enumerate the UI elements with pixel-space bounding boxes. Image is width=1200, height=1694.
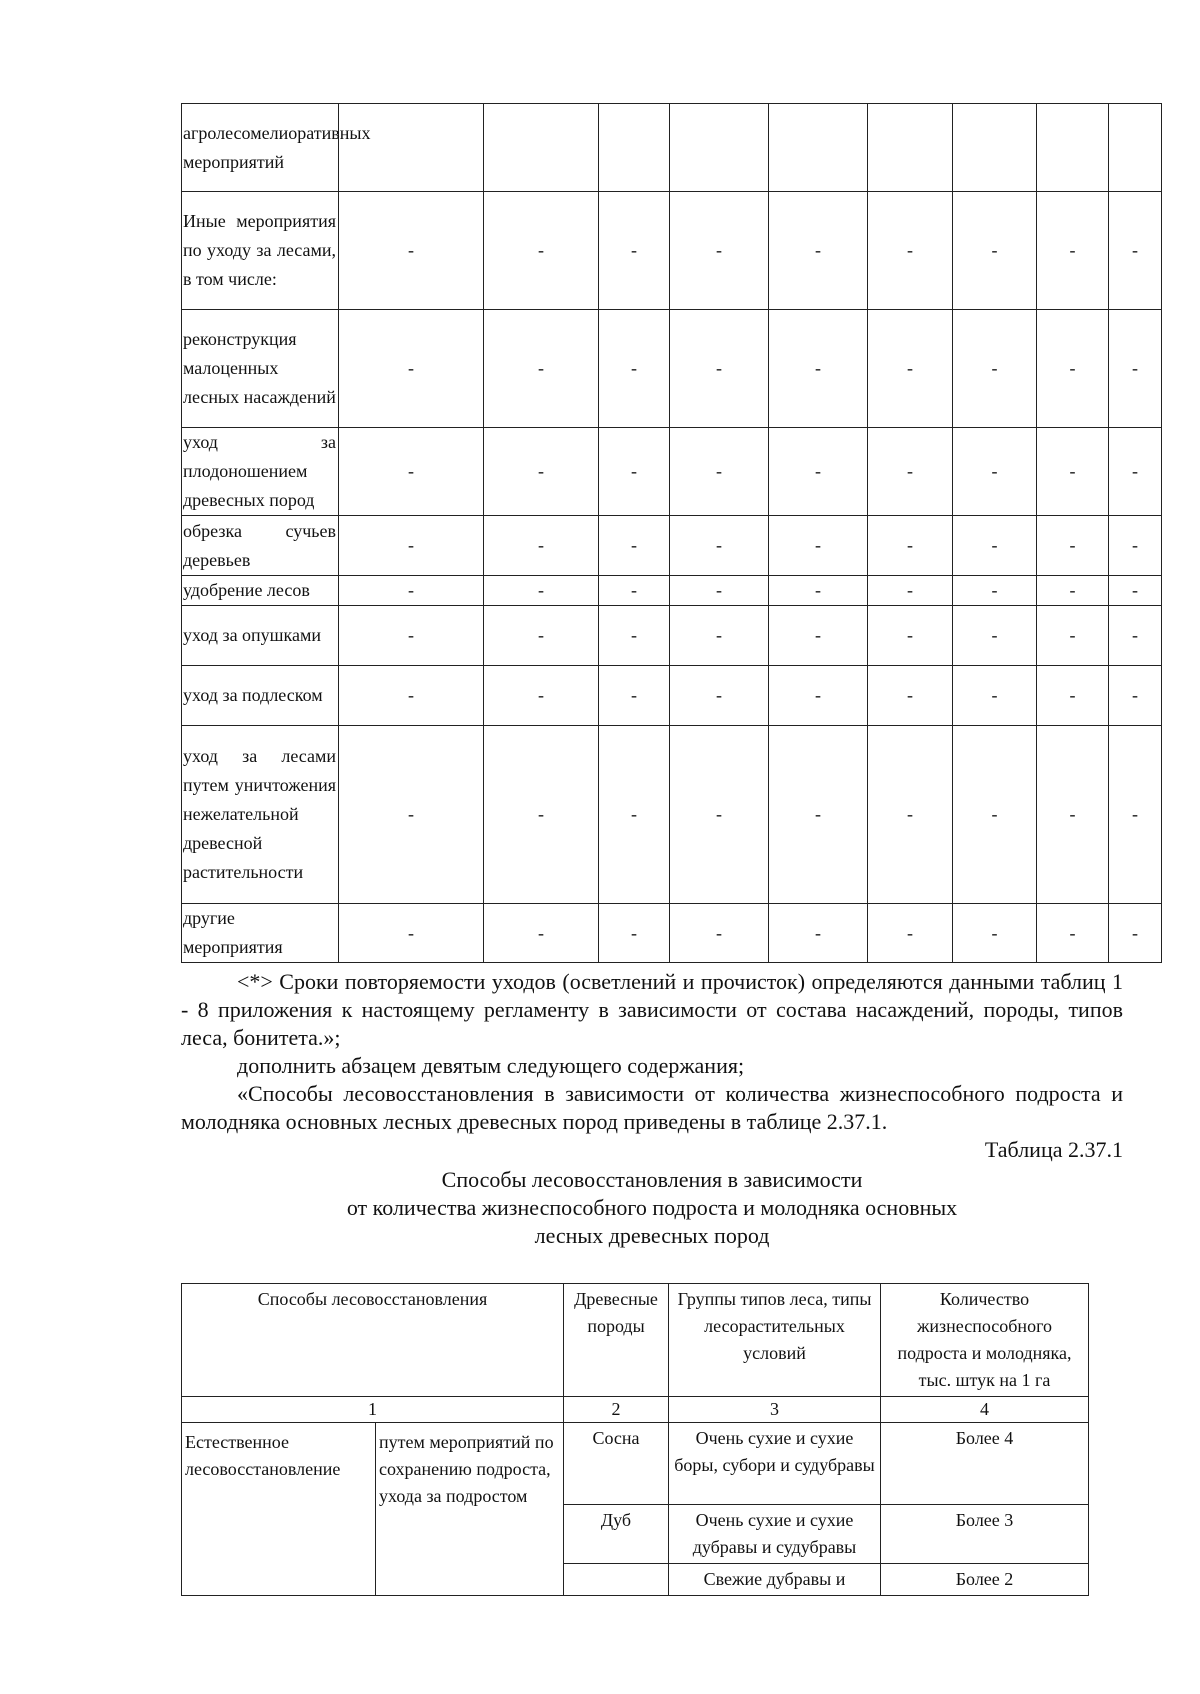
value-cell: - <box>1109 606 1162 666</box>
col-number-4: 4 <box>881 1397 1089 1423</box>
header-forest-types: Группы типов леса, типы лесорастительных условий <box>669 1284 881 1397</box>
value-cell: - <box>339 666 484 726</box>
value-cell: - <box>1037 428 1109 516</box>
table-row <box>182 192 1162 310</box>
value-cell: - <box>599 666 670 726</box>
value-cell: - <box>339 516 484 576</box>
value-cell: - <box>868 606 953 666</box>
footnote-paragraph: <*> Сроки повторяемости уходов (осветлений и прочисток) определяются данными таблиц 1 - 8 приложения к настоящему регламенту в зависимости от состава насаждений, породы, типов леса, бонитета.»; <box>181 969 1123 1050</box>
value-cell: - <box>599 726 670 904</box>
value-cell: - <box>1037 726 1109 904</box>
row-label: агролесомелиоративных мероприятий <box>182 104 339 192</box>
value-cell: - <box>769 904 868 963</box>
method-cell: Естественное лесовосстановление <box>182 1423 376 1596</box>
header-species: Древесные породы <box>564 1284 669 1397</box>
amount-cell: Более 4 <box>881 1423 1089 1505</box>
value-cell: - <box>769 726 868 904</box>
row-label: удобрение лесов <box>182 576 339 606</box>
value-cell: - <box>599 192 670 310</box>
col-number-2: 2 <box>564 1397 669 1423</box>
value-cell: - <box>1109 904 1162 963</box>
value-cell <box>1037 104 1109 192</box>
value-cell: - <box>1109 310 1162 428</box>
value-cell: - <box>769 192 868 310</box>
value-cell: - <box>953 904 1037 963</box>
species-cell: Дуб <box>564 1505 669 1564</box>
table-row <box>182 666 1162 726</box>
value-cell: - <box>599 576 670 606</box>
value-cell: - <box>769 516 868 576</box>
row-label: уход за опушками <box>182 606 339 666</box>
table-title-line3: лесных древесных пород <box>534 1223 770 1248</box>
value-cell: - <box>868 904 953 963</box>
table-row <box>182 428 1162 516</box>
table-title-line1: Способы лесовосстановления в зависимости <box>441 1167 863 1192</box>
value-cell <box>953 104 1037 192</box>
value-cell: - <box>769 606 868 666</box>
value-cell: - <box>670 576 769 606</box>
value-cell <box>339 104 484 192</box>
row-label: уход за лесами путем уничтожения нежелательной древесной растительности <box>182 726 339 904</box>
value-cell: - <box>484 666 599 726</box>
value-cell: - <box>1109 576 1162 606</box>
value-cell: - <box>484 606 599 666</box>
value-cell <box>599 104 670 192</box>
table-row <box>182 576 1162 606</box>
value-cell: - <box>484 516 599 576</box>
table-row <box>182 104 1162 192</box>
value-cell: - <box>484 192 599 310</box>
value-cell: - <box>339 310 484 428</box>
value-cell: - <box>953 192 1037 310</box>
value-cell: - <box>1109 516 1162 576</box>
value-cell: - <box>599 310 670 428</box>
value-cell: - <box>1037 606 1109 666</box>
value-cell: - <box>339 192 484 310</box>
amount-cell: Более 2 <box>881 1564 1089 1596</box>
value-cell: - <box>953 516 1037 576</box>
forest-cell: Свежие дубравы и <box>669 1564 881 1596</box>
value-cell: - <box>1037 576 1109 606</box>
value-cell: - <box>868 516 953 576</box>
value-cell: - <box>1109 666 1162 726</box>
value-cell: - <box>670 516 769 576</box>
value-cell: - <box>339 606 484 666</box>
value-cell: - <box>868 576 953 606</box>
value-cell: - <box>670 192 769 310</box>
value-cell: - <box>769 666 868 726</box>
header-row <box>182 1284 1089 1397</box>
value-cell: - <box>953 428 1037 516</box>
value-cell: - <box>1109 192 1162 310</box>
table-row <box>182 310 1162 428</box>
value-cell: - <box>1109 726 1162 904</box>
value-cell: - <box>484 726 599 904</box>
col-number-3: 3 <box>669 1397 881 1423</box>
header-amount: Количество жизнеспособного подроста и молодняка, тыс. штук на 1 га <box>881 1284 1089 1397</box>
species-cell <box>564 1564 669 1596</box>
submethod-cell: путем мероприятий по сохранению подроста, ухода за подростом <box>376 1423 564 1596</box>
value-cell: - <box>670 726 769 904</box>
value-cell: - <box>599 516 670 576</box>
row-label: обрезка сучьев деревьев <box>182 516 339 576</box>
value-cell <box>769 104 868 192</box>
value-cell <box>1109 104 1162 192</box>
value-cell: - <box>953 666 1037 726</box>
value-cell: - <box>484 576 599 606</box>
value-cell: - <box>670 428 769 516</box>
value-cell: - <box>1037 666 1109 726</box>
row-label: Иные мероприятия по уходу за лесами, в том числе: <box>182 192 339 310</box>
value-cell: - <box>868 310 953 428</box>
forest-care-table <box>181 103 1162 963</box>
number-row <box>182 1397 1089 1423</box>
value-cell: - <box>484 310 599 428</box>
value-cell: - <box>339 428 484 516</box>
table-row <box>182 1423 1089 1505</box>
value-cell: - <box>868 192 953 310</box>
species-cell: Сосна <box>564 1423 669 1505</box>
value-cell: - <box>599 428 670 516</box>
intro-paragraph: «Способы лесовосстановления в зависимости от количества жизнеспособного подроста и молодняка основных лесных древесных пород приведены в таблице 2.37.1. <box>181 1081 1123 1134</box>
value-cell: - <box>868 726 953 904</box>
value-cell <box>868 104 953 192</box>
value-cell: - <box>769 576 868 606</box>
value-cell: - <box>953 726 1037 904</box>
value-cell <box>670 104 769 192</box>
table-row <box>182 904 1162 963</box>
value-cell: - <box>868 428 953 516</box>
table-row <box>182 606 1162 666</box>
forest-cell: Очень сухие и сухие дубравы и судубравы <box>669 1505 881 1564</box>
value-cell: - <box>339 904 484 963</box>
value-cell: - <box>953 310 1037 428</box>
forest-cell: Очень сухие и сухие боры, субори и судубравы <box>669 1423 881 1505</box>
value-cell: - <box>1037 516 1109 576</box>
col-number-1: 1 <box>182 1397 564 1423</box>
value-cell <box>484 104 599 192</box>
value-cell: - <box>769 428 868 516</box>
value-cell: - <box>1037 192 1109 310</box>
row-label: уход за плодоношением древесных пород <box>182 428 339 516</box>
row-label: реконструкция малоценных лесных насаждений <box>182 310 339 428</box>
reforestation-methods-table <box>181 1283 1089 1596</box>
row-label: другие мероприятия <box>182 904 339 963</box>
instruction-paragraph: дополнить абзацем девятым следующего содержания; <box>237 1053 745 1078</box>
value-cell: - <box>670 904 769 963</box>
value-cell: - <box>339 576 484 606</box>
value-cell: - <box>670 666 769 726</box>
table-title-line2: от количества жизнеспособного подроста и молодняка основных <box>346 1195 958 1220</box>
row-label: уход за подлеском <box>182 666 339 726</box>
table-row <box>182 516 1162 576</box>
value-cell: - <box>868 666 953 726</box>
value-cell: - <box>484 428 599 516</box>
value-cell: - <box>599 904 670 963</box>
value-cell: - <box>1037 904 1109 963</box>
header-methods: Способы лесовосстановления <box>182 1284 564 1397</box>
value-cell: - <box>599 606 670 666</box>
value-cell: - <box>953 576 1037 606</box>
value-cell: - <box>1037 310 1109 428</box>
value-cell: - <box>670 606 769 666</box>
value-cell: - <box>953 606 1037 666</box>
amount-cell: Более 3 <box>881 1505 1089 1564</box>
value-cell: - <box>339 726 484 904</box>
value-cell: - <box>769 310 868 428</box>
table-number: Таблица 2.37.1 <box>984 1137 1123 1162</box>
value-cell: - <box>484 904 599 963</box>
table-row <box>182 726 1162 904</box>
value-cell: - <box>1109 428 1162 516</box>
value-cell: - <box>670 310 769 428</box>
